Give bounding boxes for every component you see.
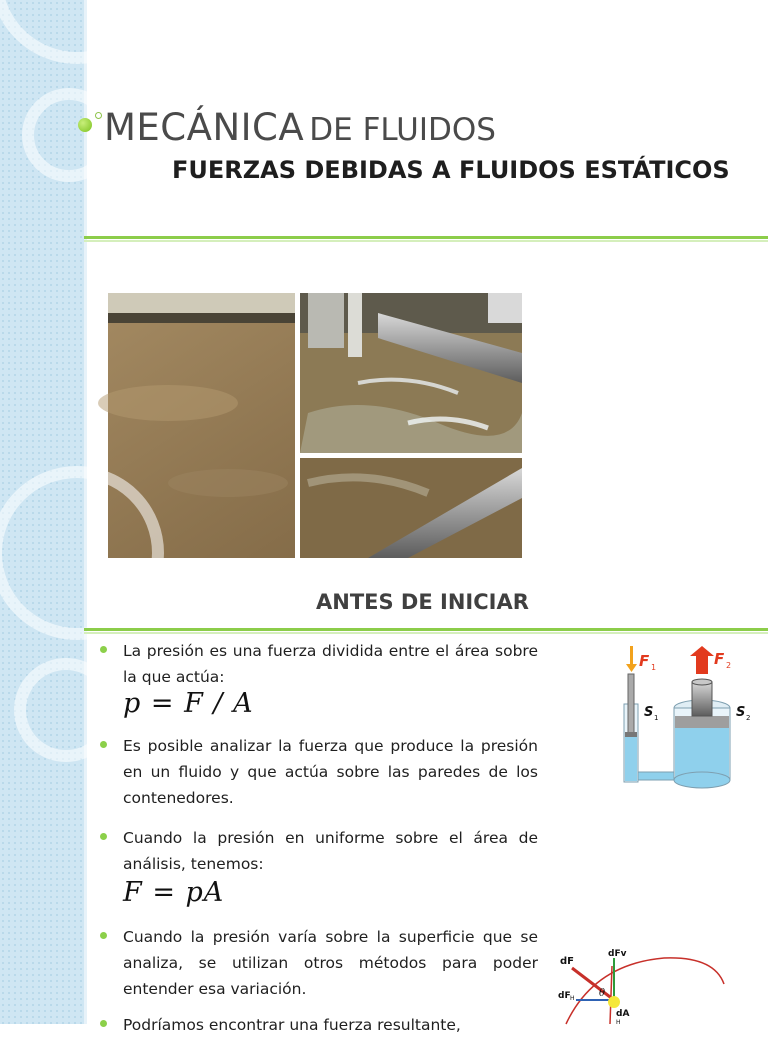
s2-label: S: [736, 705, 746, 720]
bullet-text: Cuando la presión varía sobre la superficie que se analiza, se utilizan otros métodos para poder entender esa variación.: [123, 928, 538, 998]
bullet-icon: [100, 932, 107, 939]
bullet-text: Podríamos encontrar una fuerza resultante,: [123, 1016, 461, 1034]
s2-subscript: 2: [746, 714, 751, 722]
dfv-label: dFv: [608, 949, 627, 959]
bullet-icon: [100, 741, 107, 748]
divider: [84, 628, 768, 631]
divider: [84, 236, 768, 239]
bullet-icon: [100, 1020, 107, 1027]
bullet-icon: [100, 646, 107, 653]
h-label: H: [616, 1019, 621, 1026]
sedimentation-tank-photo: [108, 293, 522, 558]
list-item: [98, 733, 538, 811]
theta-label: θ: [599, 988, 606, 999]
page-subtitle: FUERZAS DEBIDAS A FLUIDOS ESTÁTICOS: [172, 156, 730, 184]
df-label: dF: [560, 956, 574, 967]
content-slide: [0, 576, 768, 1034]
s1-subscript: 1: [654, 714, 659, 722]
dfh-label: dF: [558, 991, 571, 1001]
decorative-ring: [22, 88, 116, 182]
equation-force: F = pA: [123, 877, 225, 908]
list-item: [98, 924, 538, 1002]
list-item: [98, 825, 538, 877]
bullet-icon: [100, 833, 107, 840]
divider-shadow: [84, 632, 768, 634]
force-components-figure: [554, 944, 768, 1024]
bullet-text: Es posible analizar la fuerza que produce la presión en un fluido y que actúa sobre las paredes de los contenedores.: [123, 737, 538, 807]
f2-subscript: 2: [726, 661, 732, 670]
bullet-text: La presión es una fuerza dividida entre el área sobre la que actúa:: [123, 642, 538, 686]
dfh-subscript: H: [570, 995, 575, 1002]
decorative-ring: [0, 466, 164, 640]
title-rest: DE FLUIDOS: [309, 112, 496, 148]
bullet-list: [98, 638, 538, 1038]
list-item: [98, 1012, 538, 1038]
decorative-sidebar: [0, 576, 84, 1024]
f2-label: F: [714, 650, 725, 668]
divider-shadow: [84, 240, 768, 242]
equation-pressure: p = F / A: [123, 688, 254, 719]
section-heading: ANTES DE INICIAR: [316, 590, 529, 614]
hydraulic-press-figure: [608, 646, 768, 796]
bullet-text: Cuando la presión en uniforme sobre el área de análisis, tenemos:: [123, 829, 538, 873]
list-item: [98, 638, 538, 690]
title-bullet-icon: [78, 118, 92, 132]
f1-subscript: 1: [651, 663, 657, 672]
title-bullet-small-icon: [95, 112, 102, 119]
title-main: MECÁNICA: [104, 106, 305, 149]
da-label: dA: [616, 1009, 630, 1019]
f1-label: F: [639, 652, 650, 670]
s1-label: S: [644, 705, 654, 720]
page-title: [104, 106, 496, 149]
